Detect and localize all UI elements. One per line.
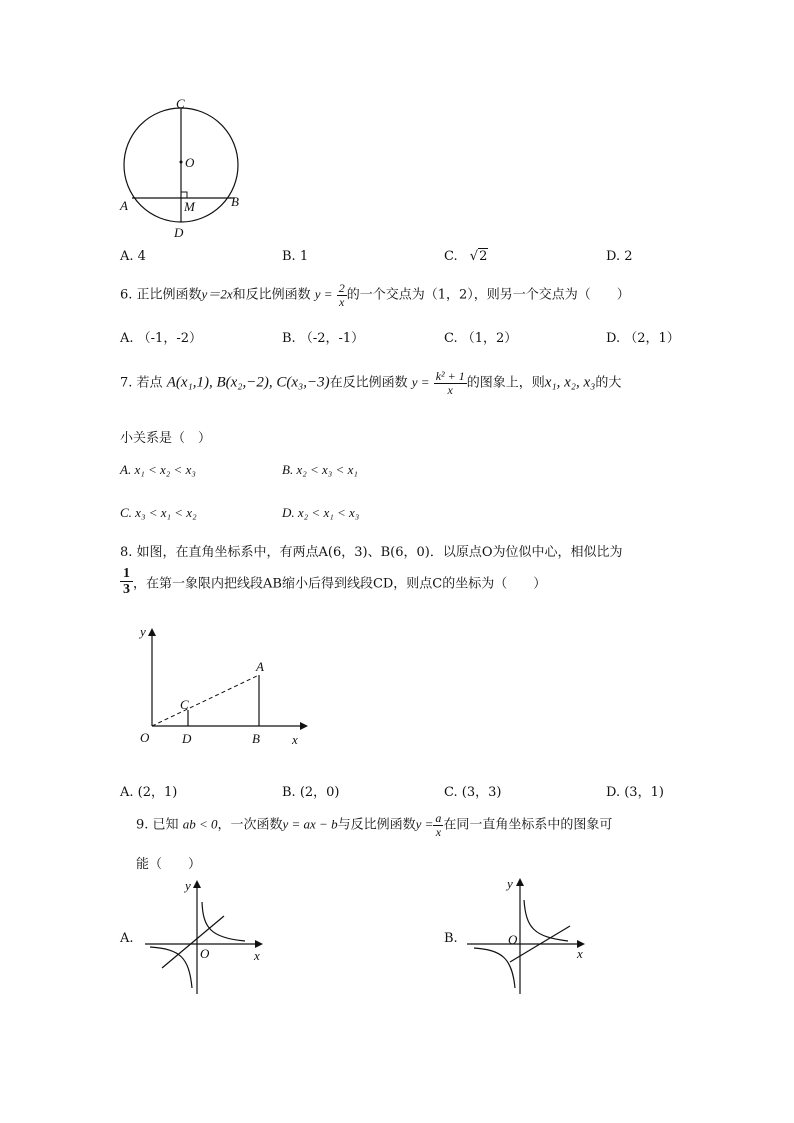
q9-graph-b <box>462 870 592 1000</box>
q8-ratio <box>120 566 133 598</box>
q6-num: 2 <box>338 281 345 295</box>
q9-suffix: 在同一直角坐标系中的图象可 <box>443 817 613 833</box>
q7-den: x <box>447 382 453 397</box>
q9-a-axis-x: x <box>254 948 260 963</box>
q7-option-a: A. x₁ < x₂ < x₃ <box>120 462 196 477</box>
q8-line2 <box>120 566 546 598</box>
q7-option-d: D. x₂ < x₁ < x₃ <box>282 505 360 520</box>
q8-option-c: C. (3，3) <box>444 785 502 800</box>
label-b: B <box>231 194 239 209</box>
sqrt-symbol: √ <box>469 249 479 264</box>
q8-ratio-num: 1 <box>120 566 133 582</box>
label-m: M <box>184 199 195 214</box>
q5-option-d: D. 2 <box>606 249 633 264</box>
q6-den: x <box>339 294 345 309</box>
sqrt-radicand: 2 <box>479 249 488 264</box>
q8-label-o: O <box>140 730 150 745</box>
q8-label-b: B <box>252 731 260 746</box>
q9-mid1: ，一次函数 <box>217 817 283 833</box>
q9-a-label-o: O <box>200 946 210 961</box>
q9-question <box>136 812 612 838</box>
q6-option-a: A. （-1，-2） <box>120 331 202 346</box>
q6-lhs: y = <box>314 286 333 302</box>
circle-figure <box>110 95 260 245</box>
q8-label-a: A <box>256 659 264 674</box>
q7-line2: 小关系是（ ） <box>120 431 212 446</box>
q7-fraction <box>434 370 467 396</box>
q8-label-c: C <box>180 697 189 712</box>
q9-linear: y = ax − b <box>282 816 338 832</box>
q6-suffix: 的一个交点为（1，2），则另一个交点为（ ） <box>346 287 630 303</box>
q7-option-c: C. x₃ < x₁ < x₂ <box>120 505 197 520</box>
q7-tail: 的大 <box>595 375 622 391</box>
q5-option-b: B. 1 <box>282 249 309 264</box>
q8-figure <box>132 622 312 752</box>
q9-graph-a <box>140 872 270 1002</box>
q9-mid2: 与反比例函数 <box>337 817 416 833</box>
q5-option-a: A. 4 <box>120 249 146 264</box>
q6-question <box>120 282 630 308</box>
q6-option-c: C. （1，2） <box>444 331 518 346</box>
q8-option-d: D. (3，1) <box>606 785 664 800</box>
q9-line2: 能（ ） <box>136 857 202 872</box>
q6-fraction <box>337 282 347 308</box>
label-d: D <box>174 225 184 240</box>
q9-cond: ab < 0 <box>182 816 218 832</box>
q7-vars: x₁, x₂, x₃ <box>544 374 596 391</box>
q8-axis-x: x <box>292 732 298 747</box>
q9-b-axis-x: x <box>577 946 583 961</box>
q7-num: k² + 1 <box>435 369 465 383</box>
q5-option-c <box>444 249 488 264</box>
q9-b-axis-y: y <box>507 876 513 891</box>
q9-prefix: 9. 已知 <box>136 817 179 833</box>
q8-option-b: B. (2，0) <box>282 785 340 800</box>
q9-den: x <box>435 824 442 839</box>
label-o: O <box>185 155 195 170</box>
q9-a-axis-y: y <box>185 878 191 893</box>
q8-ratio-den: 3 <box>123 582 130 598</box>
q7-question <box>120 370 621 396</box>
q8-label-d: D <box>182 731 192 746</box>
q6-mid: 和反比例函数 <box>232 287 311 303</box>
q6-fn1: y＝2x <box>201 286 233 302</box>
q9-graph-a-label: A. <box>120 931 134 946</box>
q5-option-c-label: C. <box>444 249 458 264</box>
q8-line1: 8. 如图，在直角坐标系中，有两点A(6，3)、B(6，0)．以原点O为位似中心，相似比为 <box>120 545 623 560</box>
q7-lhs: y = <box>411 374 430 390</box>
q7-prefix: 7. 若点 <box>120 375 163 391</box>
q7-suffix: 的图象上，则 <box>466 375 545 391</box>
q9-num: a <box>435 811 442 825</box>
q8-axis-y: y <box>140 624 146 639</box>
label-a: A <box>120 198 128 213</box>
label-c: C <box>176 96 185 111</box>
q7-points: A(x₁,1), B(x₂,−2), C(x₃,−3) <box>166 374 330 391</box>
q7-mid: 在反比例函数 <box>329 375 408 391</box>
q8-line2-text: ，在第一象限内把线段AB缩小后得到线段CD，则点C的坐标为（ ） <box>133 576 547 592</box>
q9-fraction <box>433 812 443 838</box>
q9-b-label-o: O <box>508 932 518 947</box>
q6-prefix: 6. 正比例函数 <box>120 287 202 303</box>
q6-option-d: D. （2，1） <box>606 331 680 346</box>
q7-option-b: B. x₂ < x₃ < x₁ <box>282 462 358 477</box>
q9-graph-b-label: B. <box>444 931 458 946</box>
q6-option-b: B. （-2，-1） <box>282 331 365 346</box>
q9-lhs: y = <box>415 816 434 832</box>
q8-option-a: A. (2，1) <box>120 785 178 800</box>
